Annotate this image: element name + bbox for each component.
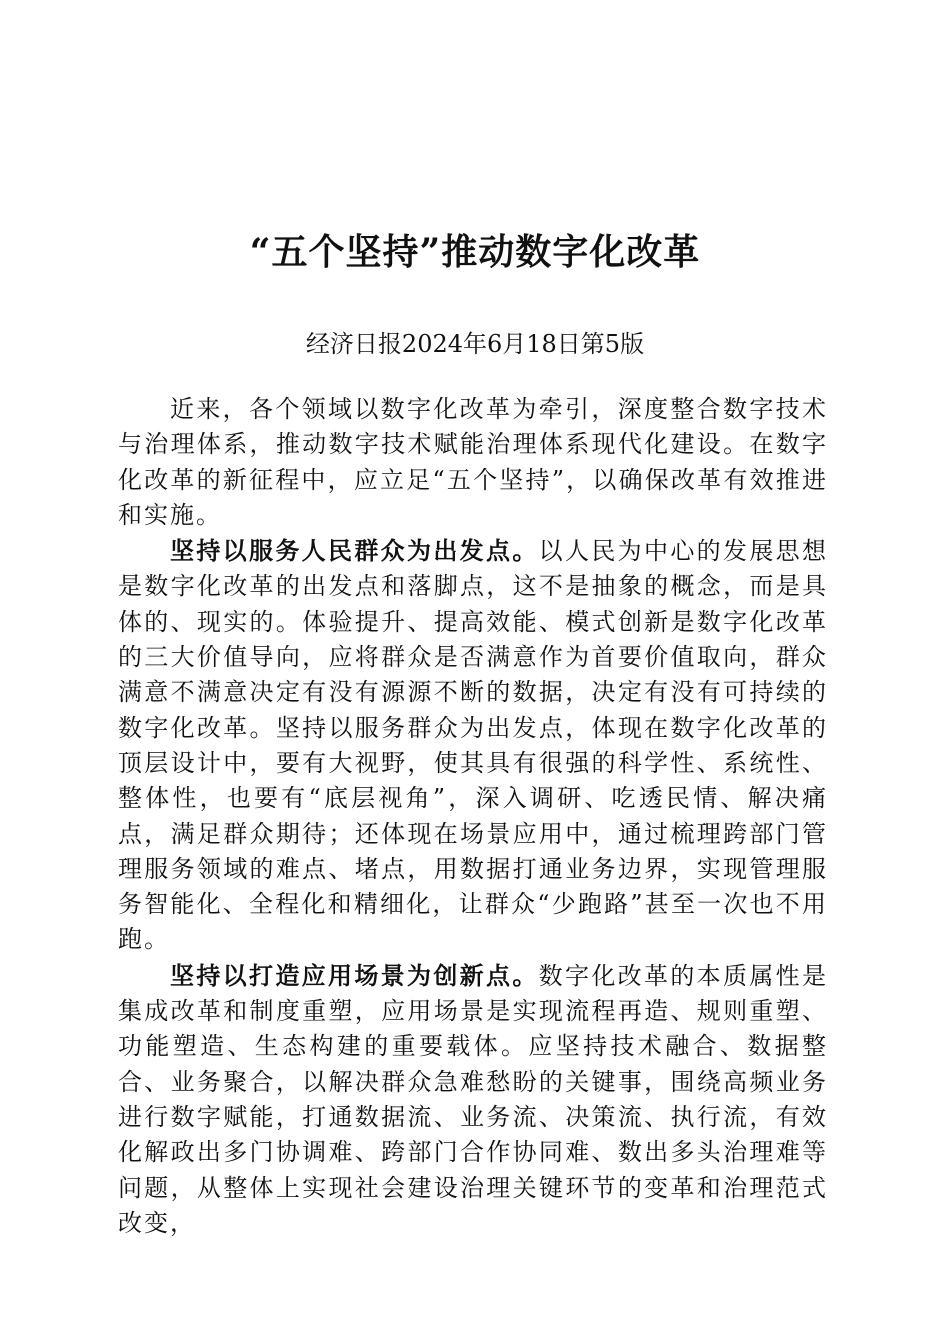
paragraph-text: 近来，各个领域以数字化改革为牵引，深度整合数字技术与治理体系，推动数字技术赋能治理体系现代化建设。在数字化改革的新征程中，应立足“五个坚持”，以确保改革有效推进和实施。	[118, 395, 828, 529]
article-body	[118, 392, 828, 1241]
paragraph-text: 数字化改革的本质属性是集成改革和制度重塑，应用场景是实现流程再造、规则重塑、功能塑造、生态构建的重要载体。应坚持技术融合、数据整合、业务聚合，以解决群众急难愁盼的关键事，围绕高频业务进行数字赋能，打通数据流、业务流、决策流、执行流，有效化解政出多门协调难、跨部门合作协同难、数出多头治理难等问题，从整体上实现社会建设治理关键环节的变革和治理范式改变，	[118, 961, 829, 1237]
article-title: “五个坚持”推动数字化改革	[249, 231, 701, 273]
paragraph-lead: 坚持以打造应用场景为创新点。	[170, 960, 539, 990]
paragraph-point-1	[118, 533, 828, 958]
paragraph-intro	[118, 392, 828, 533]
paragraph-point-2	[118, 958, 828, 1241]
paragraph-lead: 坚持以服务人民群众为出发点。	[170, 536, 539, 566]
paragraph-text: 以人民为中心的发展思想是数字化改革的出发点和落脚点，这不是抽象的概念，而是具体的、现实的。体验提升、提高效能、模式创新是数字化改革的三大价值导向，应将群众是否满意作为首要价值取向，群众满意不满意决定有没有源源不断的数据，决定有没有可持续的数字化改革。坚持以服务群众为出发点，体现在数字化改革的顶层设计中，要有大视野，使其具有很强的科学性、系统性、整体性，也要有“底层视角”，深入调研、吃透民情、解决痛点，满足群众期待；还体现在场景应用中，通过梳理跨部门管理服务领域的难点、堵点，用数据打通业务边界，实现管理服务智能化、全程化和精细化，让群众“少跑路”甚至一次也不用跑。	[118, 537, 829, 954]
article-source: 经济日报2024年6月18日第5版	[305, 330, 645, 358]
